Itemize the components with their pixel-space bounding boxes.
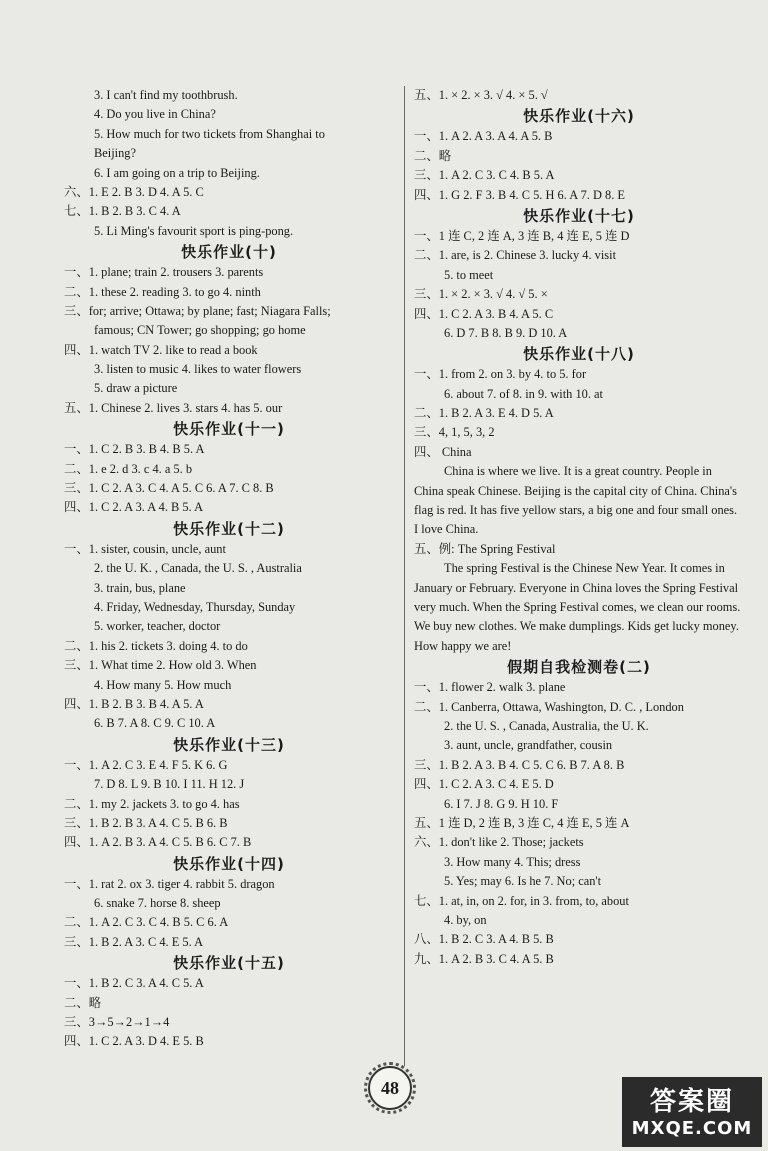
answer-line: 三、1. B 2. A 3. C 4. E 5. A [64, 934, 204, 949]
answer-line: 四、1. C 2. A 3. B 4. A 5. C [414, 306, 554, 321]
section-heading: 快乐作业(十六) [523, 107, 635, 126]
answer-line: 二、1. are, is 2. Chinese 3. lucky 4. visit [414, 248, 617, 263]
answer-line: 三、1. What time 2. How old 3. When [64, 658, 257, 673]
answer-line: 4. How many 5. How much [94, 677, 232, 692]
answer-line: 一、1. B 2. C 3. A 4. C 5. A [64, 976, 204, 991]
answer-line: 三、1. A 2. C 3. C 4. B 5. A [414, 168, 555, 183]
answer-line: 5. worker, teacher, doctor [94, 619, 221, 634]
answer-line: 5. Li Ming's favourit sport is ping-pong. [94, 223, 294, 238]
section-heading: 假期自我检测卷(二) [507, 658, 651, 677]
watermark-logo [622, 1077, 762, 1147]
answer-line: 二、略 [414, 148, 452, 163]
answer-line: 一、1. from 2. on 3. by 4. to 5. for [414, 367, 587, 382]
section-heading: 快乐作业(十八) [523, 345, 635, 364]
answer-line: 6. snake 7. horse 8. sheep [94, 896, 221, 911]
answer-line: 5. How much for two tickets from Shanghai to [94, 126, 325, 141]
answer-line: 五、1. × 2. × 3. √ 4. × 5. √ [414, 88, 548, 102]
answer-line: 6. about 7. of 8. in 9. with 10. at [444, 386, 603, 401]
section-heading: 快乐作业(十二) [173, 519, 285, 538]
answer-line: 一、1. flower 2. walk 3. plane [414, 680, 566, 695]
answer-line: 6. I 7. J 8. G 9. H 10. F [444, 796, 559, 811]
answer-line: 四、 China [414, 444, 472, 459]
answer-line: Beijing? [94, 146, 136, 161]
answer-line: 五、例: The Spring Festival [414, 541, 556, 556]
answer-line: 一、1. A 2. A 3. A 4. A 5. B [414, 129, 553, 144]
answer-line: 一、1 连 C, 2 连 A, 3 连 B, 4 连 E, 5 连 D [414, 228, 630, 243]
answer-line: 一、1. plane; train 2. trousers 3. parents [64, 265, 264, 280]
answer-line: 三、4, 1, 5, 3, 2 [414, 425, 495, 440]
watermark-top-text: 答案圈 [649, 1087, 734, 1117]
answer-line: 7. D 8. L 9. B 10. I 11. H 12. J [94, 777, 245, 792]
answer-line: 四、1. watch TV 2. like to read a book [64, 342, 258, 357]
answer-line: 二、1. A 2. C 3. C 4. B 5. C 6. A [64, 915, 229, 930]
answer-line: 5. to meet [444, 267, 494, 282]
answer-line: 一、1. sister, cousin, uncle, aunt [64, 541, 226, 556]
answer-line: 3. How many 4. This; dress [444, 854, 581, 869]
answer-line: 四、1. C 2. A 3. C 4. E 5. D [414, 777, 554, 792]
section-heading: 快乐作业(十) [181, 243, 277, 262]
answer-line: 2. the U. K. , Canada, the U. S. , Australia [94, 561, 302, 576]
answer-line: 3. aunt, uncle, grandfather, cousin [444, 738, 613, 753]
answer-line: 五、1 连 D, 2 连 B, 3 连 C, 4 连 E, 5 连 A [414, 816, 630, 831]
answer-line: 三、1. B 2. A 3. B 4. C 5. C 6. B 7. A 8. B [414, 757, 625, 772]
column-divider [404, 86, 405, 1066]
answer-line: 九、1. A 2. B 3. C 4. A 5. B [414, 951, 554, 966]
answer-line: 七、1. B 2. B 3. C 4. A [64, 204, 181, 219]
answer-line: 2. the U. S. , Canada, Australia, the U. K. [444, 719, 649, 734]
left-column [64, 86, 394, 1052]
answer-line: 三、1. C 2. A 3. C 4. A 5. C 6. A 7. C 8. B [64, 481, 274, 496]
answer-line: 二、1. B 2. A 3. E 4. D 5. A [414, 406, 554, 421]
answer-line: 二、1. his 2. tickets 3. doing 4. to do [64, 638, 248, 653]
answer-line: 3. listen to music 4. likes to water flowers [94, 362, 302, 377]
answer-line: 二、略 [64, 995, 102, 1010]
answer-line: 4. by, on [444, 912, 487, 927]
answer-line: 四、1. A 2. B 3. A 4. C 5. B 6. C 7. B [64, 835, 252, 850]
answer-line: 八、1. B 2. C 3. A 4. B 5. B [414, 932, 554, 947]
answer-line: 四、1. B 2. B 3. B 4. A 5. A [64, 696, 204, 711]
answer-line: 六、1. E 2. B 3. D 4. A 5. C [64, 184, 204, 199]
answer-line: 一、1. C 2. B 3. B 4. B 5. A [64, 442, 205, 457]
answer-line: 四、1. C 2. A 3. D 4. E 5. B [64, 1034, 204, 1049]
section-heading: 快乐作业(十五) [173, 954, 285, 973]
answer-line: 3. train, bus, plane [94, 580, 186, 595]
page-number: 48 [381, 1077, 399, 1098]
answer-line: 二、1. e 2. d 3. c 4. a 5. b [64, 461, 193, 476]
page-number-badge [368, 1066, 412, 1110]
watermark-bottom-text: MXQE.COM [631, 1118, 753, 1139]
answer-line: 二、1. these 2. reading 3. to go 4. ninth [64, 284, 261, 299]
answer-line: 三、1. B 2. B 3. A 4. C 5. B 6. B [64, 815, 228, 830]
section-heading: 快乐作业(十一) [173, 420, 285, 439]
answer-line: 6. B 7. A 8. C 9. C 10. A [94, 716, 216, 731]
essay-paragraph: China is where we live. It is a great country. People in China speak Chinese. Beijing is the capital city of China. China's flag is red. It has five yellow stars, a big one and four small ones. I love China. [414, 464, 738, 537]
answer-line: 三、3→5→2→1→4 [64, 1015, 170, 1030]
answer-line: 二、1. Canberra, Ottawa, Washington, D. C. , London [414, 699, 684, 714]
answer-line: 三、for; arrive; Ottawa; by plane; fast; Niagara Falls; [64, 303, 331, 318]
section-heading: 快乐作业(十三) [173, 735, 285, 754]
section-heading: 快乐作业(十四) [173, 854, 285, 873]
answer-line: 6. I am going on a trip to Beijing. [94, 165, 260, 180]
answer-line: 五、1. Chinese 2. lives 3. stars 4. has 5. our [64, 400, 283, 415]
answer-line: 一、1. rat 2. ox 3. tiger 4. rabbit 5. dragon [64, 876, 275, 891]
answer-line: 一、1. A 2. C 3. E 4. F 5. K 6. G [64, 757, 228, 772]
answer-line: 七、1. at, in, on 2. for, in 3. from, to, about [414, 893, 629, 908]
answer-line: 5. draw a picture [94, 381, 178, 396]
answer-line: 六、1. don't like 2. Those; jackets [414, 835, 584, 850]
answer-line: 三、1. × 2. × 3. √ 4. √ 5. × [414, 287, 548, 302]
answer-line: 6. D 7. B 8. B 9. D 10. A [444, 325, 568, 340]
answer-line: 二、1. my 2. jackets 3. to go 4. has [64, 796, 240, 811]
right-column [414, 86, 744, 969]
essay-paragraph: The spring Festival is the Chinese New Year. It comes in January or February. Everyone in China loves the Spring Festival very much. When the Spring Festival comes, we clean our rooms. We buy new clothes. We make dumplings. Kids get lucky money. How happy we are! [414, 561, 741, 653]
answer-line: 四、1. C 2. A 3. A 4. B 5. A [64, 500, 204, 515]
answer-line: 4. Friday, Wednesday, Thursday, Sunday [94, 599, 296, 614]
answer-line: 5. Yes; may 6. Is he 7. No; can't [444, 874, 602, 889]
answer-line: 4. Do you live in China? [94, 107, 216, 122]
answer-line: famous; CN Tower; go shopping; go home [94, 323, 306, 338]
answer-line: 四、1. G 2. F 3. B 4. C 5. H 6. A 7. D 8. E [414, 187, 626, 202]
section-heading: 快乐作业(十七) [523, 206, 635, 225]
answer-line: 3. I can't find my toothbrush. [94, 88, 238, 102]
